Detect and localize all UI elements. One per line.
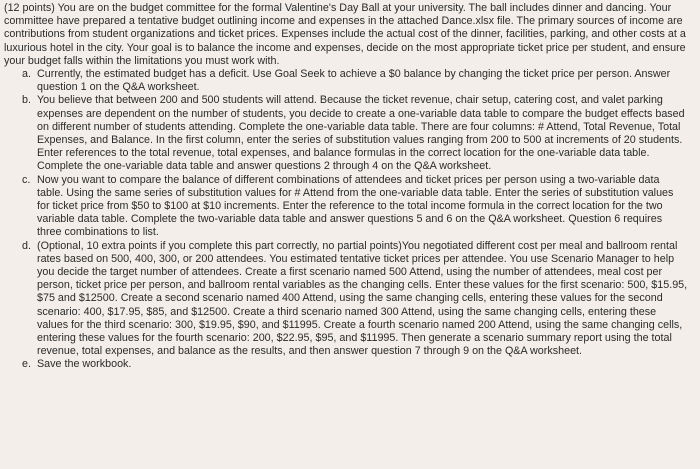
question-c bbox=[4, 174, 688, 240]
question-b bbox=[4, 94, 688, 173]
question-a bbox=[4, 68, 688, 94]
question-marker: d. bbox=[22, 239, 31, 252]
question-list bbox=[4, 68, 688, 372]
question-text: Currently, the estimated budget has a deficit. Use Goal Seek to achieve a $0 balance by changing the ticket price per person. Answer question 1 on the Q&A worksheet. bbox=[37, 68, 671, 94]
question-marker: e. bbox=[22, 358, 31, 371]
question-text: (Optional, 10 extra points if you complete this part correctly, no partial points)You negotiated different cost per meal and ballroom rental rates based on 500, 400, 300, or 200 attendees. You estimated tentative ticket prices per attendee. You use Scenario Manager to help you decide the target number of attendees. Create a first scenario named 500 Attend, using the number of attendees, meal cost per person, ticket price per person, and ballroom rental variables as the changing cells. Enter these values for the first scenario: 500, $15.95, $75 and $12500. Create a second scenario named 400 Attend, using the same changing cells, entering these values for the second scenario: 400, $17.95, $85, and $12500. Create a third scenario named 300 Attend, using the same changing cells, entering these values for the third scenario: 300, $19.95, $90, and $11995. Create a fourth scenario named 200 Attend, using the same changing cells, entering these values for the fourth scenario: 200, $22.95, $95, and $11995. Then generate a scenario summary report using the total revenue, total expenses, and balance as the results, and then answer question 7 through 9 on the Q&A worksheet. bbox=[37, 239, 688, 358]
question-marker: b. bbox=[22, 94, 31, 107]
question-text: Now you want to compare the balance of different combinations of attendees and ticket prices per person using a two-variable data table. Using the same series of substitution values for # Attend from the one-variable data table. Enter the series of substitution values for ticket price from $50 to $100 at $10 increments. Enter the reference to the total income formula in the correct location for the two variable data table. Complete the two-variable data table and answer questions 5 and 6 on the Q&A worksheet. Question 6 requires three combinations to list. bbox=[37, 173, 674, 239]
question-d bbox=[4, 240, 688, 359]
question-e bbox=[4, 358, 688, 371]
question-marker: a. bbox=[22, 68, 31, 81]
question-marker: c. bbox=[22, 173, 31, 186]
intro-paragraph: (12 points) You are on the budget committee for the formal Valentine's Day Ball at your university. The ball includes dinner and dancing. Your committee have prepared a tentative budget outlining income and expenses in the attached Dance.xlsx file. The primary sources of income are contributions from student organizations and ticket prices. Expenses include the actual cost of the dinner, facilities, parking, and other costs at a luxurious hotel in the city. Your goal is to balance the income and expenses, decide on the most appropriate ticket price per student, and ensure your budget falls within the limitations you must work with. bbox=[4, 2, 686, 67]
question-text: Save the workbook. bbox=[37, 358, 132, 371]
question-text: You believe that between 200 and 500 students will attend. Because the ticket revenue, chair setup, catering cost, and valet parking expenses are dependent on the number of students, you decide to create a one-variable data table to compare the budget effects based on different number of students attending. Complete the one-variable data table. There are four columns: # Attend, Total Revenue, Total Expenses, and Balance. In the first column, enter the series of substitution values ranging from 200 to 500 at increments of 20 students. Enter references to the total revenue, total expenses, and balance formulas in the correct location for the one-variable data table. Complete the one-variable data table and answer questions 2 through 4 on the Q&A worksheet. bbox=[37, 94, 685, 173]
